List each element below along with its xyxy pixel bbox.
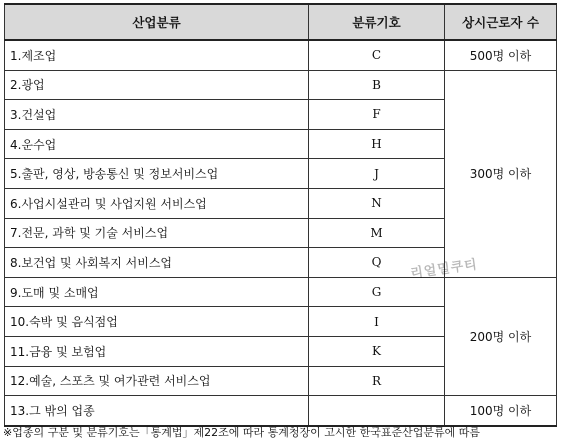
industry-code: I xyxy=(309,307,445,337)
industry-name: 9.도매 및 소매업 xyxy=(5,277,309,307)
industry-code: H xyxy=(309,129,445,159)
employee-limit-300: 300명 이하 xyxy=(445,70,557,277)
industry-name: 8.보건업 및 사회복지 서비스업 xyxy=(5,248,309,278)
industry-name: 5.출판, 영상, 방송통신 및 정보서비스업 xyxy=(5,159,309,189)
industry-code: R xyxy=(309,366,445,396)
industry-name: 13.그 밖의 업종 xyxy=(5,396,309,426)
table-row xyxy=(5,396,557,426)
industry-code: Q xyxy=(309,248,445,278)
industry-name: 3.건설업 xyxy=(5,100,309,130)
employee-limit-500: 500명 이하 xyxy=(445,40,557,70)
industry-name: 7.전문, 과학 및 기술 서비스업 xyxy=(5,218,309,248)
industry-code: B xyxy=(309,70,445,100)
industry-name: 1.제조업 xyxy=(5,40,309,70)
industry-code xyxy=(309,396,445,426)
industry-code: K xyxy=(309,336,445,366)
industry-name: 6.사업시설관리 및 사업지원 서비스업 xyxy=(5,188,309,218)
industry-code: N xyxy=(309,188,445,218)
header-category: 산업분류 xyxy=(5,4,309,40)
industry-classification-table xyxy=(4,3,557,427)
industry-code: C xyxy=(309,40,445,70)
header-row xyxy=(5,4,557,40)
table-row xyxy=(5,277,557,307)
industry-name: 2.광업 xyxy=(5,70,309,100)
industry-name: 12.예술, 스포츠 및 여가관련 서비스업 xyxy=(5,366,309,396)
table-row xyxy=(5,70,557,100)
watermark: 리얼밀쿠티 xyxy=(409,257,479,282)
industry-name: 11.금융 및 보험업 xyxy=(5,336,309,366)
header-code: 분류기호 xyxy=(309,4,445,40)
industry-name: 10.숙박 및 음식점업 xyxy=(5,307,309,337)
industry-code: J xyxy=(309,159,445,189)
employee-limit-100: 100명 이하 xyxy=(445,396,557,426)
table-row xyxy=(5,40,557,70)
industry-code: F xyxy=(309,100,445,130)
header-employees: 상시근로자 수 xyxy=(445,4,557,40)
industry-name: 4.운수업 xyxy=(5,129,309,159)
employee-limit-200: 200명 이하 xyxy=(445,277,557,395)
industry-code: G xyxy=(309,277,445,307)
footnote: ※업종의 구분 및 분류기호는「통계법」제22조에 따라 통계청장이 고시한 한국표준산업분류에 따름 xyxy=(3,426,480,439)
industry-code: M xyxy=(309,218,445,248)
